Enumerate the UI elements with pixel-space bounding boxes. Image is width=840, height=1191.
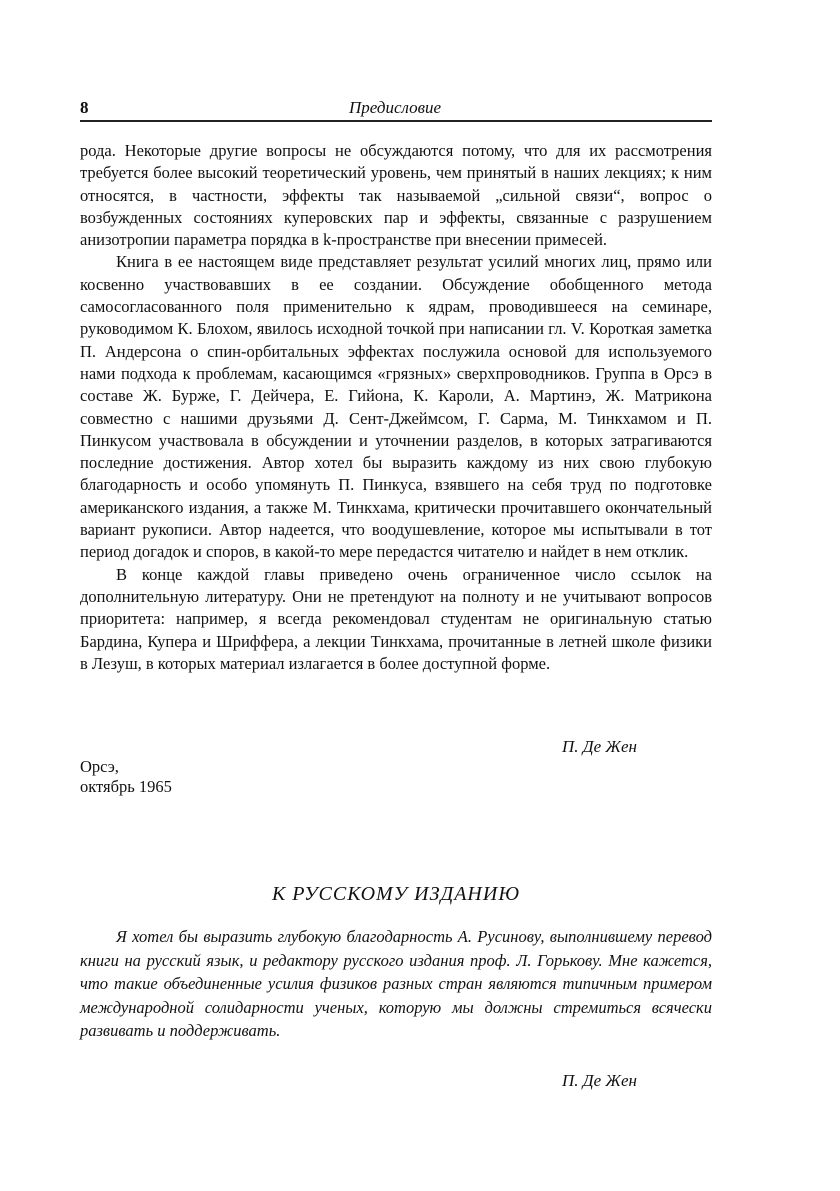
place-date — [80, 757, 172, 797]
section-text: Я хотел бы выразить глубокую благодарность А. Русинову, выполнившему перевод книги на русский язык, и редактору русского издания проф. Л. Горькову. Мне кажется, что такие объединенные усилия физиков разных стран являются типичным примером международной солидарности ученых, которую мы должны стремиться всячески развивать и поддерживать. — [80, 927, 712, 1040]
body-text — [80, 140, 712, 675]
header-rule — [80, 120, 712, 122]
running-head: Предисловие — [348, 98, 442, 117]
place: Орсэ, — [80, 757, 119, 776]
preface-signature: П. Де Жен — [562, 737, 637, 756]
date: октябрь 1965 — [80, 777, 172, 796]
section-title: К РУССКОМУ ИЗДАНИЮ — [272, 883, 520, 905]
paragraph: Книга в ее настоящем виде представляет результат усилий многих лиц, прямо или косвенно участвовавших в ее создании. Обсуждение обобщенного метода самосогласованного поля применительно к ядрам, проводившееся на семинаре, руководимом К. Блохом, явилось исходной точкой при написании гл. V. Короткая заметка П. Андерсона о спин-орбитальных эффектах послужила основой для используемого нами подхода к проблемам, касающимся «грязных» сверхпроводников. Группа в Орсэ в составе Ж. Бурже, Г. Дейчера, Е. Гийона, К. Кароли, А. Мартинэ, Ж. Матрикона совместно с нашими друзьями Д. Сент-Джеймсом, Г. Сарма, М. Тинкхамом и П. Пинкусом участвовала в обсуждении и уточнении разделов, в которых затрагиваются последние достижения. Автор хотел бы выразить каждому из них свою глубокую благодарность и особо упомянуть П. Пинкуса, взявшего на себя труд по подготовке американского издания, а также М. Тинкхама, критически прочитавшего окончательный вариант рукописи. Автор надеется, что воодушевление, которое мы испытывали в тот период догадок и споров, в какой-то мере передастся читателю и найдет в нем отклик. — [80, 252, 712, 562]
section-signature: П. Де Жен — [562, 1071, 637, 1090]
page-number: 8 — [80, 98, 89, 117]
paragraph: В конце каждой главы приведено очень ограниченное число ссылок на дополнительную литературу. Они не претендуют на полноту и не учитывают вопросов приоритета: например, я всегда рекомендовал студентам не оригинальную статью Бардина, Купера и Шриффера, а лекции Тинкхама, прочитанные в летней школе физики в Лезуш, в которых материал излагается в более доступной форме. — [80, 564, 712, 673]
paragraph: рода. Некоторые другие вопросы не обсуждаются потому, что для их рассмотрения требуется более высокий теоретический уровень, чем принятый в наших лекциях; к ним относятся, в частности, эффекты так называемой „сильной связи“, вопрос о возбужденных состояниях куперовских пар и эффекты, связанные с разрушением анизотропии параметра порядка в k-пространстве при внесении примесей. — [80, 141, 712, 250]
